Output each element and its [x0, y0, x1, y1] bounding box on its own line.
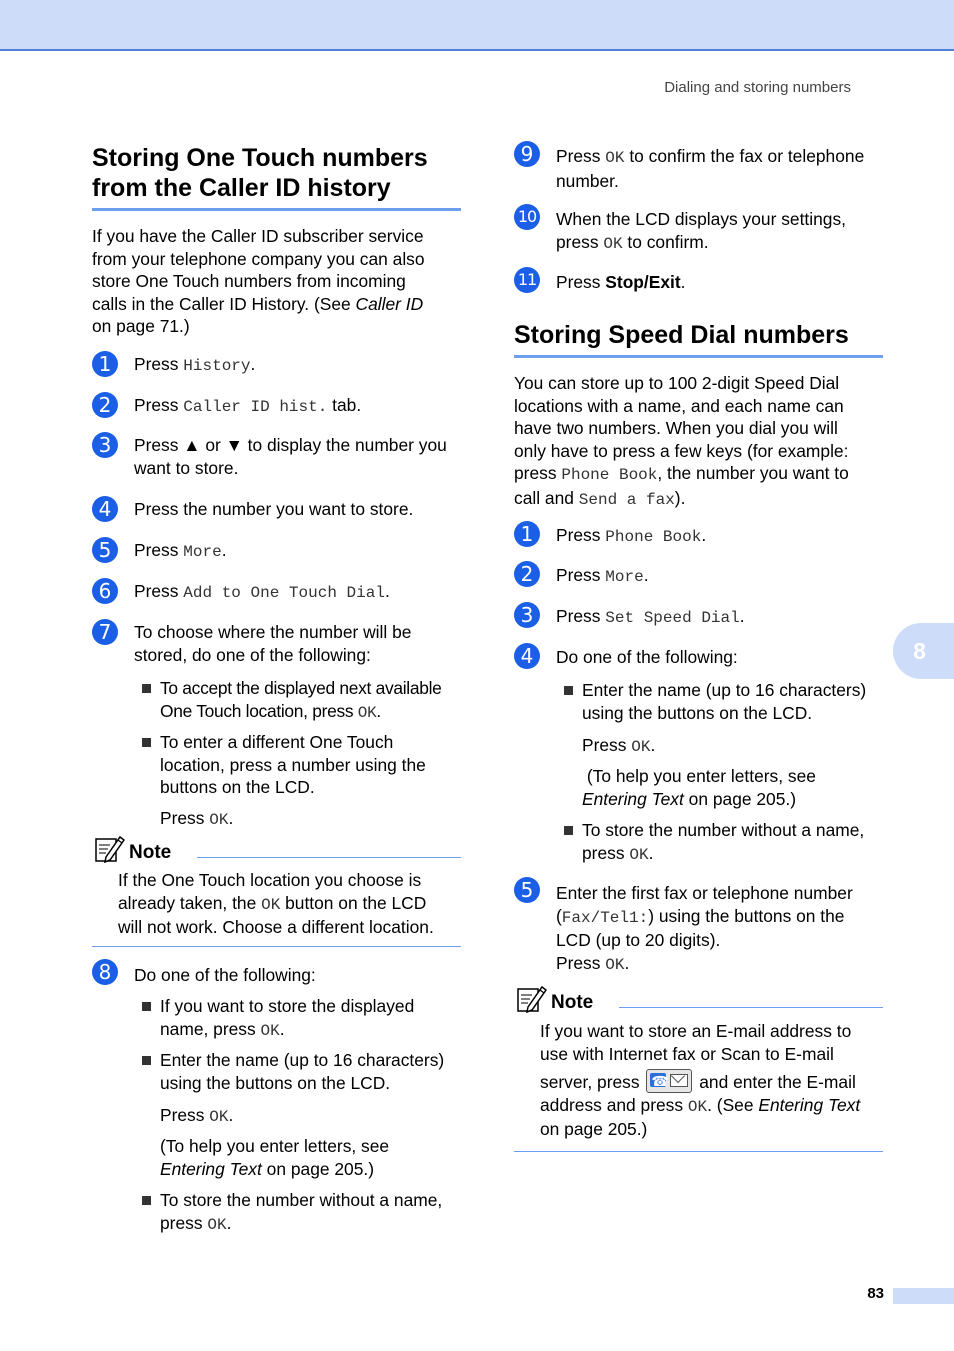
section-title: Storing One Touch numbers from the Caller ID history: [92, 144, 428, 202]
bullet-square: [564, 826, 573, 835]
press-ok-line: Press OK.: [160, 1105, 234, 1126]
note-bottom-rule: [92, 946, 461, 947]
step-number-badge: 2: [514, 561, 540, 587]
note-body-cont: server, press ☎ and enter the E-mail address and press OK. (See Entering Text on page 205.): [540, 1071, 860, 1141]
step-number-badge: 2: [92, 392, 118, 418]
step-number-badge: 3: [92, 432, 118, 458]
bullet-square: [142, 684, 151, 693]
press-ok-line: Press OK.: [160, 808, 234, 829]
title-underline: [514, 355, 883, 358]
note-rule: [619, 1007, 883, 1008]
note-bottom-rule: [514, 1151, 883, 1152]
note-rule: [197, 857, 461, 858]
chapter-tab: 8: [893, 623, 954, 679]
step-number-badge: 11: [514, 267, 540, 293]
bullet-square: [564, 686, 573, 695]
note-label: Note: [129, 842, 172, 863]
fax-email-button-icon: [646, 1069, 692, 1093]
note-body: If you want to store an E-mail address to use with Internet fax or Scan to E-mail: [540, 1021, 852, 1064]
note-pencil-icon: [95, 835, 125, 863]
step-number-badge: 1: [514, 521, 540, 547]
title-underline: [92, 208, 461, 211]
intro-paragraph: You can store up to 100 2-digit Speed Dial locations with a name, and each name can have two numbers. When you dial you will only have to press a few keys (for example: press Phone Book, the number you want to call and Send a fax).: [514, 373, 849, 509]
step-number-badge: 8: [92, 959, 118, 985]
step-number-badge: 5: [514, 877, 540, 903]
step-number-badge: 7: [92, 619, 118, 645]
section-title: Storing Speed Dial numbers: [514, 321, 849, 349]
step-number-badge: 1: [92, 351, 118, 377]
step-number-badge: 5: [92, 537, 118, 563]
running-head: Dialing and storing numbers: [664, 79, 851, 96]
press-ok-line: Press OK.: [582, 735, 656, 756]
header-bar: [0, 0, 954, 51]
step-number-badge: 9: [514, 141, 540, 167]
note-label: Note: [551, 992, 594, 1013]
help-text: (To help you enter letters, see Entering Text on page 205.): [160, 1136, 390, 1179]
step-number-badge: 10: [514, 204, 540, 230]
step-number-badge: 6: [92, 578, 118, 604]
bullet-square: [142, 1002, 151, 1011]
bullet-square: [142, 738, 151, 747]
bullet-square: [142, 1056, 151, 1065]
step-number-badge: 4: [514, 643, 540, 669]
help-text: (To help you enter letters, see Entering Text on page 205.): [582, 766, 816, 809]
note-body: If the One Touch location you choose is already taken, the OK button on the LCD will not work. Choose a different location.: [118, 870, 434, 937]
step-number-badge: 4: [92, 496, 118, 522]
step-number-badge: 3: [514, 602, 540, 628]
page-number: 83: [867, 1285, 884, 1302]
bullet-square: [142, 1196, 151, 1205]
note-pencil-icon: [517, 985, 547, 1013]
intro-paragraph: If you have the Caller ID subscriber service from your telephone company you can also store One Touch numbers from incoming calls in the Caller ID History. (See Caller ID on page 71.): [92, 226, 425, 336]
page-number-bar: [893, 1288, 954, 1304]
